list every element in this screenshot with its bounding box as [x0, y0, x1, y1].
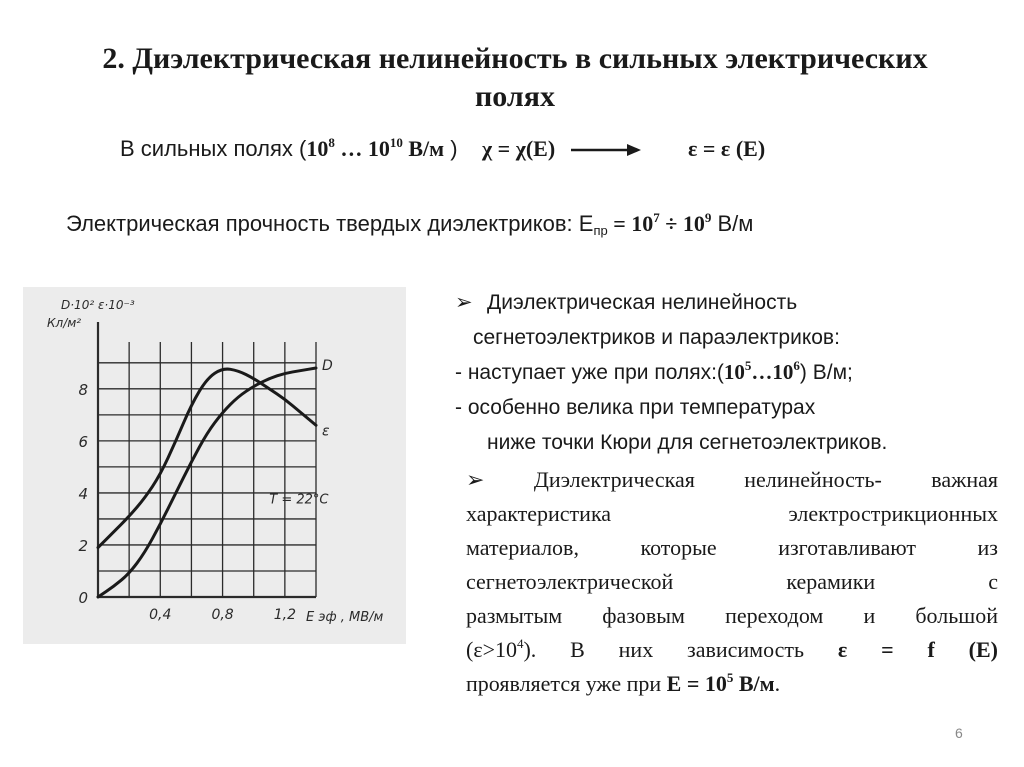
- chi-equation: χ = χ(E): [482, 136, 556, 161]
- series-label-d: D: [322, 358, 333, 375]
- y-axis-label: D·10² ε·10⁻³: [61, 298, 135, 312]
- title-line-1: 2. Диэлектрическая нелинейность в сильных электрических: [102, 42, 928, 75]
- series-line-d: [98, 368, 316, 597]
- y-axis-unit: Кл/м²: [47, 316, 82, 330]
- bullet2-line4: сегнетоэлектрической керамики с: [466, 569, 998, 594]
- bullet2-l6a: (ε>10: [466, 637, 517, 662]
- bullet1-line3-suffix: ) В/м;: [799, 361, 853, 384]
- strength-a-exp: 7: [653, 210, 660, 225]
- strength-unit: В/м: [711, 211, 754, 236]
- y-tick-label: 4: [78, 484, 88, 503]
- bullet1-line4: - особенно велика при температурах: [455, 396, 816, 419]
- range-a: 10: [306, 136, 329, 161]
- strength-div: ÷: [659, 211, 683, 236]
- nonlinearity-chart: [23, 287, 406, 644]
- bullet2-line1: Диэлектрическая нелинейность- важная: [533, 467, 998, 492]
- y-tick-label: 8: [78, 380, 88, 399]
- bullet1-a: 10: [723, 360, 745, 384]
- bullet2-l7a: проявляется уже при: [466, 671, 667, 696]
- bullet2-line7: [466, 667, 998, 701]
- bullet1-a-exp: 5: [744, 358, 752, 373]
- series-line-eps: [98, 369, 316, 548]
- bullet2-line2: характеристика электрострикционных: [466, 501, 998, 526]
- strength-a: 10: [631, 211, 654, 236]
- x-tick-label: 1,2: [273, 607, 296, 623]
- series-label-eps: ε: [322, 423, 330, 440]
- bullet2-l7b-exp: 5: [726, 670, 734, 685]
- bullet2-l6c: ε = f (E): [837, 637, 998, 662]
- bullet2-line6: [466, 633, 998, 667]
- y-tick-label: 2: [78, 536, 88, 555]
- range-a-exp: 8: [328, 135, 335, 150]
- strong-field-prefix: В сильных полях (: [120, 136, 307, 161]
- bullet2-arrow-icon: ➢: [466, 467, 485, 492]
- x-axis-label: E эф , МВ/м: [306, 610, 384, 625]
- range-sep: …: [334, 136, 368, 161]
- strength-b-exp: 9: [704, 210, 712, 225]
- bullet1-b: 10: [772, 360, 794, 384]
- range-unit: В/м: [402, 136, 445, 161]
- bullet-nonlinearity: [455, 285, 1015, 460]
- y-tick-label: 0: [78, 589, 88, 607]
- chart-svg: [23, 287, 406, 644]
- strength-prefix: Электрическая прочность твердых диэлектриков: E: [66, 211, 594, 236]
- range-b-exp: 10: [389, 135, 403, 150]
- x-tick-label: 0,8: [211, 607, 234, 623]
- bullet-arrow-icon: ➢: [455, 291, 473, 314]
- x-tick-label: 0,4: [149, 607, 172, 623]
- bullet1-line5: ниже точки Кюри для сегнетоэлектриков.: [487, 431, 888, 454]
- bullet1-line2: сегнетоэлектриков и параэлектриков:: [473, 326, 840, 349]
- strength-sub: пр: [593, 223, 608, 238]
- bullet1-b-exp: 6: [793, 358, 800, 373]
- bullet1-line3-prefix: - наступает уже при полях:(: [455, 361, 724, 384]
- range-close: ): [444, 136, 458, 161]
- bullet2-line5: размытым фазовым переходом и большой: [466, 603, 998, 628]
- bullet2-l6b: ). В них зависимость: [523, 637, 838, 662]
- bullet2-l7d: .: [774, 671, 781, 696]
- range-b: 10: [367, 136, 390, 161]
- bullet1-sep: …: [751, 360, 773, 384]
- arrow-right-icon: [571, 143, 641, 157]
- title-line-2: полях: [475, 80, 555, 113]
- eps-equation: ε = ε (E): [688, 136, 766, 161]
- page-number: 6: [955, 725, 963, 741]
- temperature-annotation: T = 22°C: [269, 492, 329, 508]
- strength-b: 10: [682, 211, 705, 236]
- bullet1-line3: [455, 355, 1015, 390]
- bullet-electrostriction: [466, 463, 998, 701]
- dielectric-strength-line: [66, 211, 753, 238]
- bullet1-line1: Диэлектрическая нелинейность: [487, 291, 798, 314]
- bullet2-line3: материалов, которые изготавливают из: [466, 535, 998, 560]
- bullet2-l7b: E = 10: [666, 671, 727, 696]
- y-tick-label: 6: [78, 432, 88, 451]
- strong-field-line: [120, 136, 765, 162]
- bullet2-l6a-exp: 4: [516, 636, 524, 651]
- bullet2-l7c: В/м: [733, 671, 775, 696]
- page-title: [40, 40, 990, 116]
- strength-eq: =: [607, 211, 632, 236]
